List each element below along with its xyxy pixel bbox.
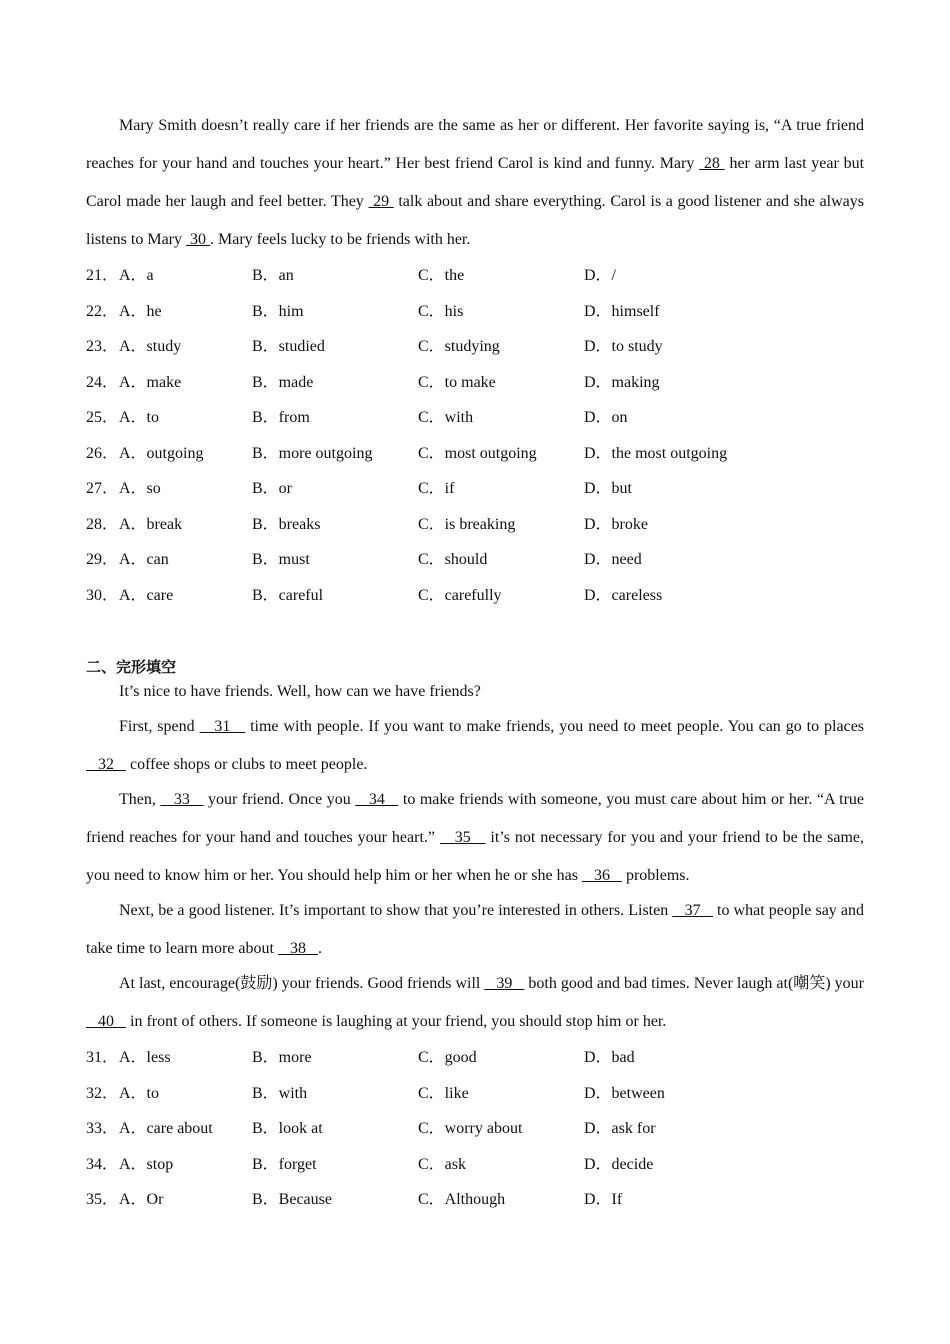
blank-34: 34 <box>355 791 399 808</box>
question-row <box>86 1046 864 1070</box>
blank-29: 29 <box>368 193 394 210</box>
question-row <box>86 1117 864 1141</box>
option-a: A．break <box>119 516 183 533</box>
option-c: C．studying <box>418 338 500 355</box>
option-a: A．less <box>119 1049 171 1066</box>
option-a: A．outgoing <box>119 445 204 462</box>
option-c: C．is breaking <box>418 516 516 533</box>
question-row <box>86 1082 864 1106</box>
option-d: D．ask for <box>584 1120 656 1137</box>
option-a: A．make <box>119 374 182 391</box>
question-number: 25． <box>86 409 119 426</box>
question-number: 29． <box>86 551 119 568</box>
question-number: 24． <box>86 374 119 391</box>
question-number: 35． <box>86 1191 119 1208</box>
passage-paragraph: Next, be a good listener. It’s important to show that you’re interested in others. Listen 37 to what people say and take time to learn more about 38 . <box>86 902 865 957</box>
option-a: A．Or <box>119 1191 164 1208</box>
option-a: A．a <box>119 267 154 284</box>
option-b: B．him <box>252 303 304 320</box>
question-number: 23． <box>86 338 119 355</box>
option-d: D．/ <box>584 267 617 284</box>
option-c: C．worry about <box>418 1120 523 1137</box>
option-a: A．so <box>119 480 161 497</box>
option-d: D．If <box>584 1191 623 1208</box>
option-b: B．an <box>252 267 294 284</box>
option-a: A．to <box>119 1085 160 1102</box>
blank-40: 40 <box>86 1013 126 1030</box>
option-a: A．care about <box>119 1120 213 1137</box>
blank-37: 37 <box>672 902 713 919</box>
question-number: 32． <box>86 1085 119 1102</box>
option-c: C．should <box>418 551 488 568</box>
option-d: D．to study <box>584 338 663 355</box>
option-c: C．carefully <box>418 587 502 604</box>
question-row <box>86 477 864 501</box>
option-a: A．to <box>119 409 160 426</box>
question-row <box>86 335 864 359</box>
option-d: D．on <box>584 409 628 426</box>
blank-35: 35 <box>439 829 486 846</box>
question-row <box>86 264 864 288</box>
option-b: B．look at <box>252 1120 323 1137</box>
option-d: D．careless <box>584 587 663 604</box>
question-row <box>86 371 864 395</box>
option-b: B．studied <box>252 338 325 355</box>
option-b: B．more outgoing <box>252 445 373 462</box>
question-number: 28． <box>86 516 119 533</box>
option-b: B．more <box>252 1049 312 1066</box>
option-a: A．study <box>119 338 182 355</box>
passage-paragraph: First, spend 31 time with people. If you want to make friends, you need to meet people. You can go to places 32 coffee shops or clubs to meet people. <box>86 718 865 773</box>
option-c: C．Although <box>418 1191 506 1208</box>
blank-36: 36 <box>581 867 622 884</box>
option-c: C．his <box>418 303 464 320</box>
passage-paragraph: At last, encourage(鼓励) your friends. Good friends will 39 both good and bad times. Never laugh at(嘲笑) your 40 in front of others. If someone is laughing at your friend, you should stop him or her. <box>86 975 864 1030</box>
blank-28: 28 <box>699 155 725 172</box>
question-row <box>86 548 864 572</box>
option-d: D．himself <box>584 303 660 320</box>
question-number: 26． <box>86 445 119 462</box>
option-c: C．if <box>418 480 455 497</box>
option-c: C．good <box>418 1049 477 1066</box>
option-d: D．between <box>584 1085 665 1102</box>
passage-paragraph: Mary Smith doesn’t really care if her friends are the same as her or different. Her favorite saying is, “A true friend reaches for your hand and touches your heart.” Her best friend Carol is kind and funny. Mary 28 her arm last year but Carol made her laugh and feel better. They 29 talk about and share everything. Carol is a good listener and she always listens to Mary 30 . Mary feels lucky to be friends with her. <box>86 117 865 248</box>
option-b: B．or <box>252 480 293 497</box>
blank-30: 30 <box>186 231 210 248</box>
option-b: B．made <box>252 374 314 391</box>
option-a: A．care <box>119 587 174 604</box>
question-row <box>86 406 864 430</box>
option-b: B．from <box>252 409 310 426</box>
option-c: C．like <box>418 1085 469 1102</box>
question-row <box>86 513 864 537</box>
question-row <box>86 300 864 324</box>
question-number: 34． <box>86 1156 119 1173</box>
question-number: 30． <box>86 587 119 604</box>
blank-31: 31 <box>199 718 246 735</box>
option-d: D．the most outgoing <box>584 445 728 462</box>
question-number: 27． <box>86 480 119 497</box>
option-b: B．Because <box>252 1191 332 1208</box>
option-a: A．he <box>119 303 162 320</box>
question-row <box>86 584 864 608</box>
option-a: A．can <box>119 551 169 568</box>
passage-paragraph: Then, 33 your friend. Once you 34 to make friends with someone, you must care about him or her. “A true friend reaches for your hand and touches your heart.” 35 it’s not necessary for you and your friend to be the same, you need to know him or her. You should help him or her when he or she has 36 problems. <box>86 791 865 884</box>
option-d: D．making <box>584 374 660 391</box>
option-b: B．careful <box>252 587 324 604</box>
blank-38: 38 <box>277 940 318 957</box>
section-title: 二、完形填空 <box>86 658 177 676</box>
question-row <box>86 1188 864 1212</box>
question-number: 21． <box>86 267 119 284</box>
question-number: 31． <box>86 1049 119 1066</box>
passage-paragraph: It’s nice to have friends. Well, how can we have friends? <box>119 683 481 700</box>
option-d: D．broke <box>584 516 648 533</box>
option-b: B．breaks <box>252 516 321 533</box>
option-d: D．bad <box>584 1049 635 1066</box>
option-b: B．forget <box>252 1156 317 1173</box>
option-a: A．stop <box>119 1156 174 1173</box>
question-row <box>86 1153 864 1177</box>
option-b: B．must <box>252 551 310 568</box>
option-d: D．need <box>584 551 642 568</box>
blank-32: 32 <box>86 756 126 773</box>
option-c: C．the <box>418 267 465 284</box>
question-row <box>86 442 864 466</box>
option-c: C．ask <box>418 1156 467 1173</box>
blank-33: 33 <box>160 791 204 808</box>
blank-39: 39 <box>484 975 525 992</box>
option-c: C．with <box>418 409 474 426</box>
option-d: D．decide <box>584 1156 654 1173</box>
option-b: B．with <box>252 1085 308 1102</box>
question-number: 33． <box>86 1120 119 1137</box>
option-d: D．but <box>584 480 633 497</box>
option-c: C．to make <box>418 374 496 391</box>
option-c: C．most outgoing <box>418 445 537 462</box>
question-number: 22． <box>86 303 119 320</box>
